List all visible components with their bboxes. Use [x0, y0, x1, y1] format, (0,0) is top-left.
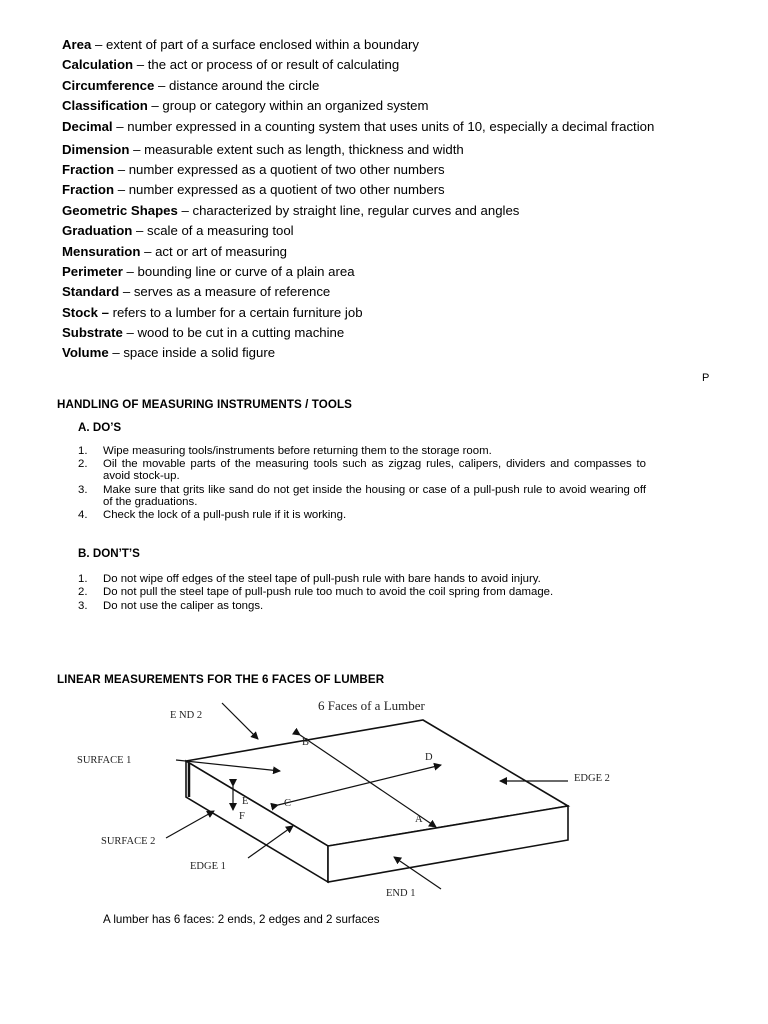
glossary-definition: – scale of a measuring tool — [132, 223, 294, 239]
list-text: Do not use the caliper as tongs. — [103, 599, 264, 612]
glossary-entry — [62, 264, 692, 280]
glossary-entry — [62, 142, 692, 158]
list-number: 2. — [78, 458, 88, 471]
glossary-definition: – number expressed in a counting system that uses units of 10, especially a decimal fraction — [112, 118, 655, 134]
glossary-entry — [62, 37, 692, 53]
label-surface2: SURFACE 2 — [101, 836, 156, 847]
glossary-definition: – group or category within an organized system — [147, 98, 429, 114]
list-text: Make sure that grits like sand do not get inside the housing or case of a pull-push rule to avoid wearing off of the graduations. — [103, 483, 646, 508]
glossary-definition: – number expressed as a quotient of two other numbers — [114, 161, 445, 177]
list-number: 4. — [78, 509, 88, 522]
glossary-definition: – characterized by straight line, regular curves and angles — [177, 202, 520, 218]
glossary-entry — [62, 325, 692, 341]
list-item — [78, 586, 646, 598]
glossary-definition: – extent of part of a surface enclosed within a boundary — [91, 37, 420, 52]
section-title-lumber: LINEAR MEASUREMENTS FOR THE 6 FACES OF LUMBER — [57, 673, 385, 686]
glossary-term: Volume — [62, 345, 109, 361]
section-title-handling: HANDLING OF MEASURING INSTRUMENTS / TOOLS — [57, 398, 353, 411]
glossary-entry — [62, 119, 692, 135]
list-number: 2. — [78, 586, 88, 599]
list-text: Do not pull the steel tape of pull-push rule too much to avoid the coil spring from damage. — [103, 586, 554, 599]
dos-heading: A. DO’S — [78, 421, 122, 434]
glossary-entry — [62, 78, 692, 94]
label-end2: E ND 2 — [170, 710, 203, 721]
glossary-term: Stock – — [62, 304, 109, 320]
label-b: B — [302, 737, 310, 748]
glossary-definition: – number expressed as a quotient of two other numbers — [114, 182, 445, 198]
list-number: 3. — [78, 483, 88, 496]
glossary-definition: – bounding line or curve of a plain area — [122, 263, 355, 279]
glossary-term: Substrate — [62, 325, 123, 341]
glossary-term: Calculation — [62, 57, 134, 73]
glossary-term: Graduation — [62, 223, 133, 239]
glossary-definition: – space inside a solid figure — [108, 345, 276, 361]
glossary-entry — [62, 162, 692, 178]
list-text: Oil the movable parts of the measuring tools such as zigzag rules, calipers, dividers and compasses to avoid stock-up. — [103, 458, 646, 483]
list-item — [78, 458, 646, 482]
label-edge1: EDGE 1 — [190, 861, 226, 872]
glossary-definition: – distance around the circle — [154, 77, 320, 93]
glossary-term: Mensuration — [62, 243, 141, 259]
glossary-term: Classification — [62, 98, 148, 114]
donts-heading: B. DON’T’S — [78, 547, 140, 560]
glossary-list — [62, 37, 692, 366]
diagram-title: 6 Faces of a Lumber — [318, 698, 425, 713]
list-item — [78, 484, 646, 508]
glossary-term: Dimension — [62, 141, 130, 157]
label-e: E — [242, 796, 249, 807]
glossary-term: Fraction — [62, 182, 115, 198]
glossary-entry — [62, 244, 692, 260]
list-text: Do not wipe off edges of the steel tape of pull-push rule with bare hands to avoid injury. — [103, 573, 541, 585]
glossary-definition: – measurable extent such as length, thickness and width — [129, 141, 464, 157]
glossary-entry — [62, 57, 692, 73]
glossary-term: Decimal — [62, 118, 113, 134]
glossary-definition: – act or art of measuring — [140, 243, 288, 259]
label-edge2: EDGE 2 — [574, 773, 610, 784]
glossary-entry — [62, 182, 692, 198]
glossary-entry — [62, 284, 692, 300]
label-c: C — [284, 798, 292, 809]
list-text: Wipe measuring tools/instruments before returning them to the storage room. — [103, 445, 492, 457]
glossary-entry — [62, 345, 692, 361]
glossary-definition: – serves as a measure of reference — [119, 284, 331, 300]
list-number: 1. — [78, 573, 88, 585]
glossary-term: Area — [62, 37, 92, 52]
list-number: 1. — [78, 445, 88, 457]
glossary-term: Perimeter — [62, 263, 123, 279]
glossary-definition: refers to a lumber for a certain furniture job — [108, 304, 363, 320]
list-item — [78, 509, 646, 521]
glossary-term: Circumference — [62, 77, 155, 93]
label-surface1: SURFACE 1 — [77, 755, 132, 766]
glossary-entry — [62, 305, 692, 321]
lumber-diagram — [68, 693, 638, 905]
glossary-term: Geometric Shapes — [62, 202, 178, 218]
glossary-definition: – the act or process of or result of calculating — [133, 57, 400, 73]
donts-list — [78, 573, 646, 613]
glossary-definition: – wood to be cut in a cutting machine — [122, 325, 345, 341]
glossary-term: Fraction — [62, 161, 115, 177]
label-end1: END 1 — [386, 888, 416, 899]
dos-list — [78, 445, 646, 523]
list-item — [78, 600, 646, 612]
glossary-entry — [62, 98, 692, 114]
list-item — [78, 573, 646, 585]
label-a: A — [415, 814, 423, 825]
stray-letter: P — [702, 372, 710, 384]
list-text: Check the lock of a pull-push rule if it is working. — [103, 509, 347, 522]
glossary-entry — [62, 223, 692, 239]
glossary-term: Standard — [62, 284, 120, 300]
label-d: D — [425, 752, 433, 763]
glossary-entry — [62, 203, 692, 219]
list-item — [78, 445, 646, 457]
list-number: 3. — [78, 599, 88, 612]
label-f: F — [239, 811, 245, 822]
diagram-caption: A lumber has 6 faces: 2 ends, 2 edges and 2 surfaces — [103, 913, 380, 926]
